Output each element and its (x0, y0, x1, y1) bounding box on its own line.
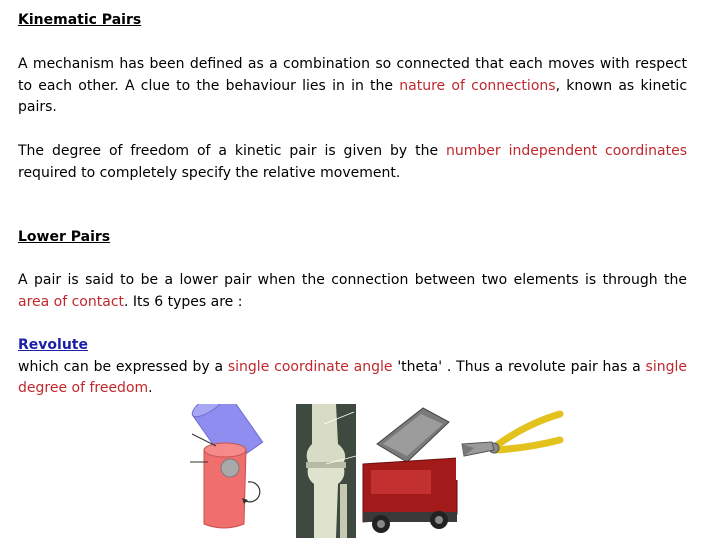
highlight-independent-coordinates: number independent coordinates (446, 143, 687, 159)
knee-joint-xray (296, 404, 356, 538)
highlight-single-coordinate-angle: single coordinate angle (227, 358, 393, 375)
highlight-nature-of-connections: nature of connections (399, 77, 556, 94)
pickup-truck-tailgate (359, 404, 461, 538)
revolute-section: Revolute which can be expressed by a single coordinate angle 'theta' . Thus a revolute pair has a single degree of freedom. (18, 337, 687, 396)
kinematic-paragraph-1: A mechanism has been defined as a combination so connected that each moves with respect to each other. A clue to the behaviour lies in in the nature of connections, known as kinetic pairs. (18, 56, 688, 115)
lower-pairs-heading: Lower Pairs (18, 229, 111, 245)
highlight-area-of-contact: area of contact (18, 293, 125, 310)
revolute-joint-diagram (186, 404, 292, 538)
wire-cutter-pliers (456, 404, 566, 480)
kinematic-paragraph-2: The degree of freedom of a kinetic pair is given by the number independent coordinates required to completely specify the relative movement. (18, 143, 687, 181)
lower-pairs-paragraph: A pair is said to be a lower pair when the connection between two elements is through the area of contact. Its 6 types are : (18, 272, 687, 310)
revolute-link[interactable]: Revolute (18, 337, 88, 353)
highlight-single-degree-of-freedom: single degree of freedom (18, 358, 687, 396)
kinematic-pairs-heading: Kinematic Pairs (18, 12, 142, 28)
